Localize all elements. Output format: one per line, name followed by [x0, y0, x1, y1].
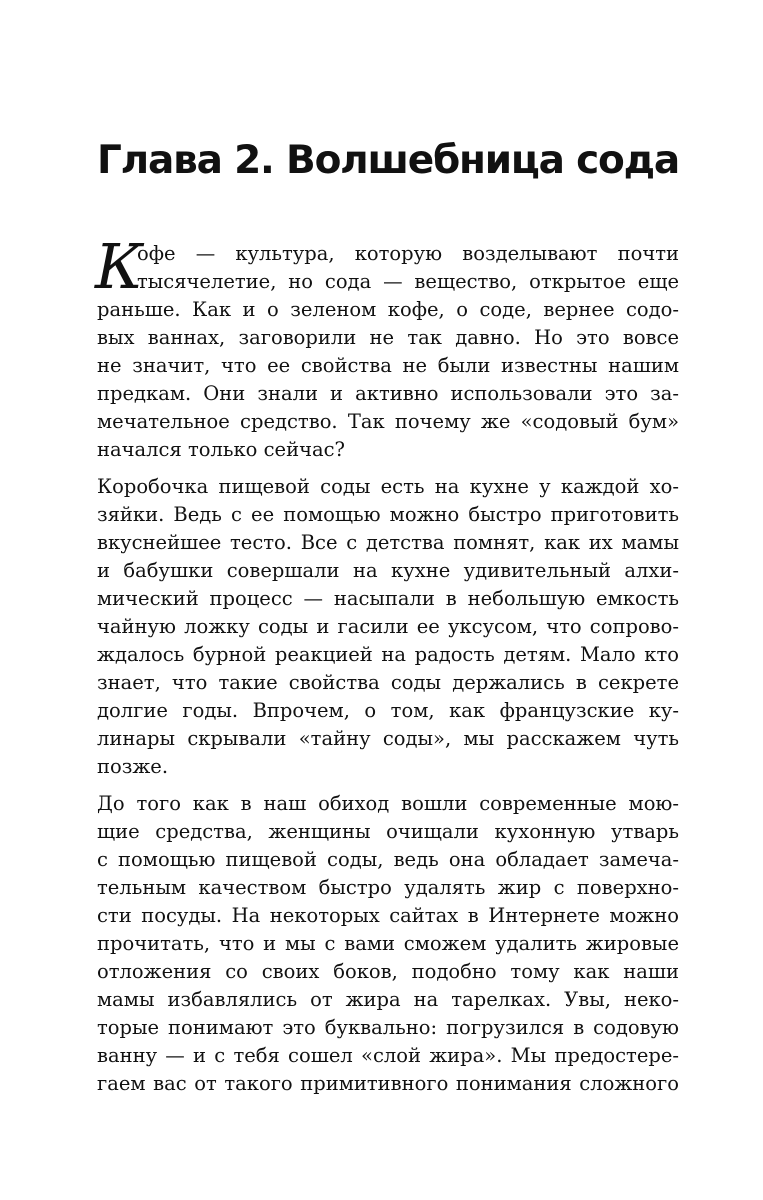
text-line: предкам. Они знали и активно использовали это за-: [97, 382, 679, 405]
text-line: сти посуды. На некоторых сайтах в Интернете можно: [97, 904, 679, 927]
text-line: с помощью пищевой соды, ведь она обладает замеча-: [97, 848, 679, 871]
text-line: тысячелетие, но сода — вещество, открытое еще: [137, 270, 679, 293]
text-line: гаем вас от такого примитивного понимания сложного: [97, 1072, 679, 1095]
text-line: долгие годы. Впрочем, о том, как французские ку-: [97, 699, 679, 722]
text-line: чайную ложку соды и гасили ее уксусом, что сопрово-: [97, 615, 679, 638]
text-line: и бабушки совершали на кухне удивительный алхи-: [97, 559, 679, 582]
paragraph-1: [95, 230, 679, 464]
text-line: отложения со своих боков, подобно тому как наши: [97, 960, 679, 983]
text-line: вых ваннах, заговорили не так давно. Но это вовсе: [97, 326, 679, 349]
text-line: линары скрывали «тайну соды», мы расскажем чуть: [97, 727, 679, 750]
text-line: мечательное средство. Так почему же «содовый бум»: [97, 410, 679, 433]
text-line: До того как в наш обиход вошли современные мою-: [97, 792, 679, 815]
paragraph-3: [97, 790, 679, 1098]
text-line: вкуснейшее тесто. Все с детства помнят, как их мамы: [97, 531, 679, 554]
text-line: ждалось бурной реакцией на радость детям. Мало кто: [97, 643, 679, 666]
drop-cap: К: [95, 230, 143, 303]
text-line: знает, что такие свойства соды держались в секрете: [97, 671, 679, 694]
chapter-title: Глава 2. Волшебница сода: [97, 138, 680, 183]
text-line: не значит, что ее свойства не были известны нашим: [97, 354, 679, 377]
paragraph-2: [97, 473, 679, 781]
text-line: зяйки. Ведь с ее помощью можно быстро приготовить: [97, 503, 679, 526]
text-line: мамы избавлялись от жира на тарелках. Увы, неко-: [97, 988, 679, 1011]
text-line: ванну — и с тебя сошел «слой жира». Мы предостере-: [97, 1044, 679, 1067]
text-line: начался только сейчас?: [97, 438, 345, 461]
text-line: прочитать, что и мы с вами сможем удалить жировые: [97, 932, 679, 955]
text-line: мический процесс — насыпали в небольшую емкость: [97, 587, 679, 610]
text-line: щие средства, женщины очищали кухонную утварь: [97, 820, 679, 843]
text-line: тельным качеством быстро удалять жир с поверхно-: [97, 876, 679, 899]
text-line: офе — культура, которую возделывают почти: [137, 242, 679, 265]
text-line: торые понимают это буквально: погрузился в содовую: [97, 1016, 679, 1039]
body-text: [95, 230, 679, 1107]
text-line: Коробочка пищевой соды есть на кухне у каждой хо-: [97, 475, 679, 498]
text-line: позже.: [97, 755, 169, 778]
text-line: раньше. Как и о зеленом кофе, о соде, вернее содо-: [97, 298, 679, 321]
